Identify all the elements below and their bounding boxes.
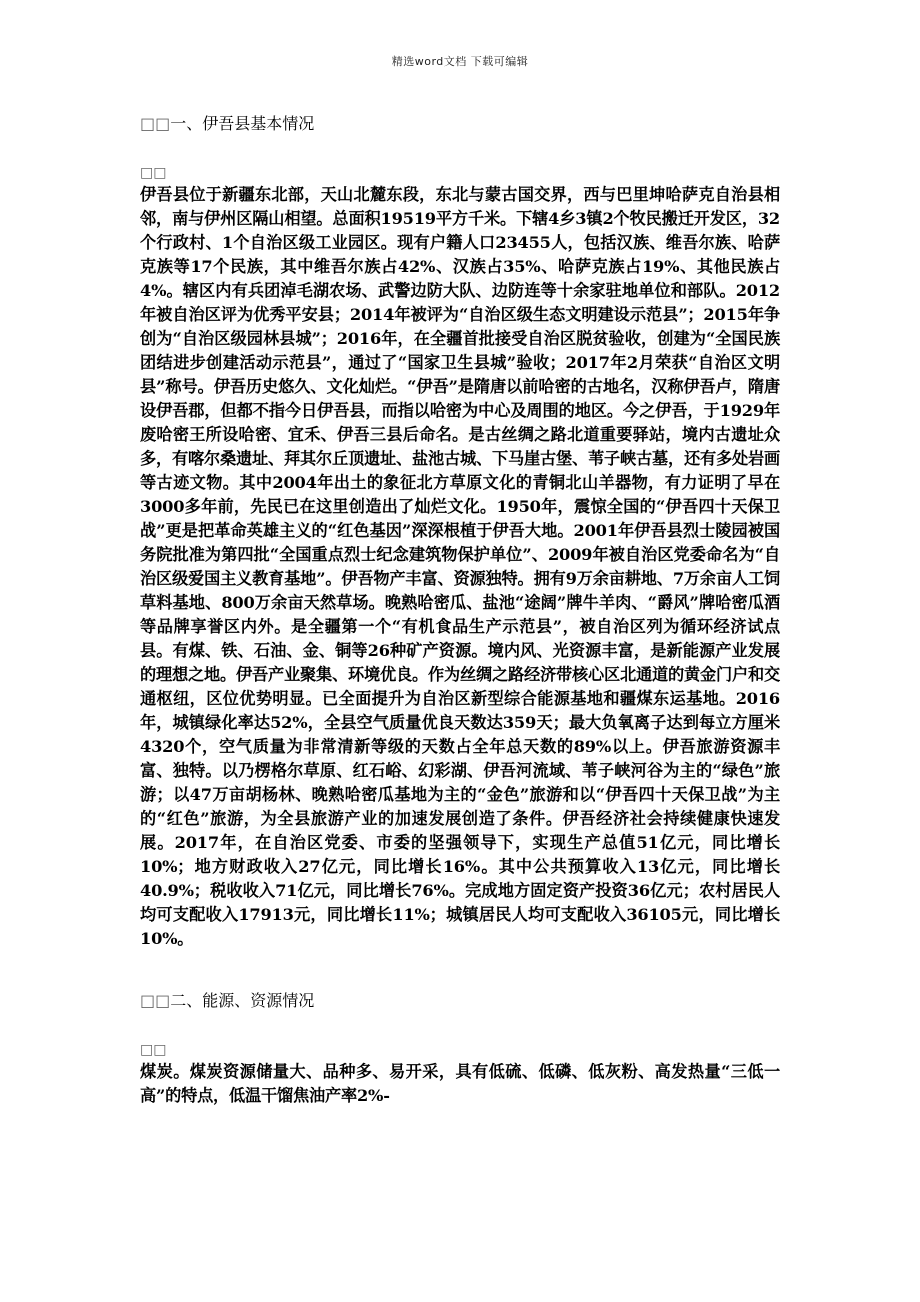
placeholder-marks: □□ xyxy=(140,991,171,1010)
section-paragraph-1: 伊吾县位于新疆东北部，天山北麓东段，东北与蒙古国交界，西与巴里坤哈萨克自治县相邻，南与伊州区隔山相望。总面积19519平方千米。下辖4乡3镇2个牧民搬迁开发区，32个行政村、1个自治区级工业园区。现有户籍人口23455人，包括汉族、维吾尔族、哈萨克族等17个民族，其中维吾尔族占42%、汉族占35%、哈萨克族占19%、其他民族占4%。辖区内有兵团淖毛湖农场、武警边防大队、边防连等十余家驻地单位和部队。2012年被自治区评为优秀平安县；2014年被评为“自治区级生态文明建设示范县”；2015年争创为“自治区级园林县城”；2016年，在全疆首批接受自治区脱贫验收，创建为“全国民族团结进步创建活动示范县”，通过了“国家卫生县城”验收；2017年2月荣获“自治区文明县”称号。伊吾历史悠久、文化灿烂。“伊吾”是隋唐以前哈密的古地名，汉称伊吾卢，隋唐设伊吾郡，但都不指今日伊吾县，而指以哈密为中心及周围的地区。今之伊吾，于1929年废哈密王所设哈密、宜禾、伊吾三县后命名。是古丝绸之路北道重要驿站，境内古遗址众多，有喀尔桑遗址、拜其尔丘顶遗址、盐池古城、下马崖古堡、苇子峡古墓，还有多处岩画等古迹文物。其中2004年出土的象征北方草原文化的青铜北山羊器物，有力证明了早在3000多年前，先民已在这里创造出了灿烂文化。1950年，震惊全国的“伊吾四十天保卫战”更是把革命英雄主义的“红色基因”深深根植于伊吾大地。2001年伊吾县烈士陵园被国务院批准为第四批“全国重点烈士纪念建筑物保护单位”、2009年被自治区党委命名为“自治区级爱国主义教育基地”。伊吾物产丰富、资源独特。拥有9万余亩耕地、7万余亩人工饲草料基地、800万余亩天然草场。晚熟哈密瓜、盐池“途阔”牌牛羊肉、“爵风”牌哈密瓜酒等品牌享誉区内外。是全疆第一个“有机食品生产示范县”，被自治区列为循环经济试点县。有煤、铁、石油、金、铜等26种矿产资源。境内风、光资源丰富，是新能源产业发展的理想之地。伊吾产业聚集、环境优良。作为丝绸之路经济带核心区北通道的黄金门户和交通枢纽，区位优势明显。已全面提升为自治区新型综合能源基地和疆煤东运基地。2016年，城镇绿化率达52%，全县空气质量优良天数达359天；最大负氧离子达到每立方厘米4320个，空气质量为非常清新等级的天数占全年总天数的89%以上。伊吾旅游资源丰富、独特。以乃楞格尔草原、红石峪、幻彩湖、伊吾河流域、苇子峡河谷为主的“绿色”旅游；以47万亩胡杨林、晚熟哈密瓜基地为主的“金色”旅游和以“伊吾四十天保卫战”为主的“红色”旅游，为全县旅游产业的加速发展创造了条件。伊吾经济社会持续健康快速发展。2017年，在自治区党委、市委的坚强领导下，实现生产总值51亿元，同比增长10%；地方财政收入27亿元，同比增长16%。其中公共预算收入13亿元，同比增长40.9%；税收收入71亿元，同比增长76%。完成地方固定资产投资36亿元；农村居民人均可支配收入17913元，同比增长11%；城镇居民人均可支配收入36105元，同比增长10%。 xyxy=(140,185,780,948)
section-title: 二、能源、资源情况 xyxy=(170,991,315,1010)
section-heading-2 xyxy=(140,989,780,1013)
document-body xyxy=(140,112,780,1108)
placeholder-marks: □□ xyxy=(140,114,171,133)
section-title: 一、伊吾县基本情况 xyxy=(170,114,315,133)
section-paragraph-2: 煤炭。煤炭资源储量大、品种多、易开采，具有低硫、低磷、低灰粉、高发热量“三低一高”的特点，低温干馏焦油产率2%- xyxy=(140,1062,780,1105)
paragraph-marker: □□ xyxy=(140,1042,167,1058)
page-header: 精选word文档 下载可编辑 xyxy=(391,55,529,68)
paragraph-marker: □□ xyxy=(140,165,167,181)
section-heading-1 xyxy=(140,112,780,136)
